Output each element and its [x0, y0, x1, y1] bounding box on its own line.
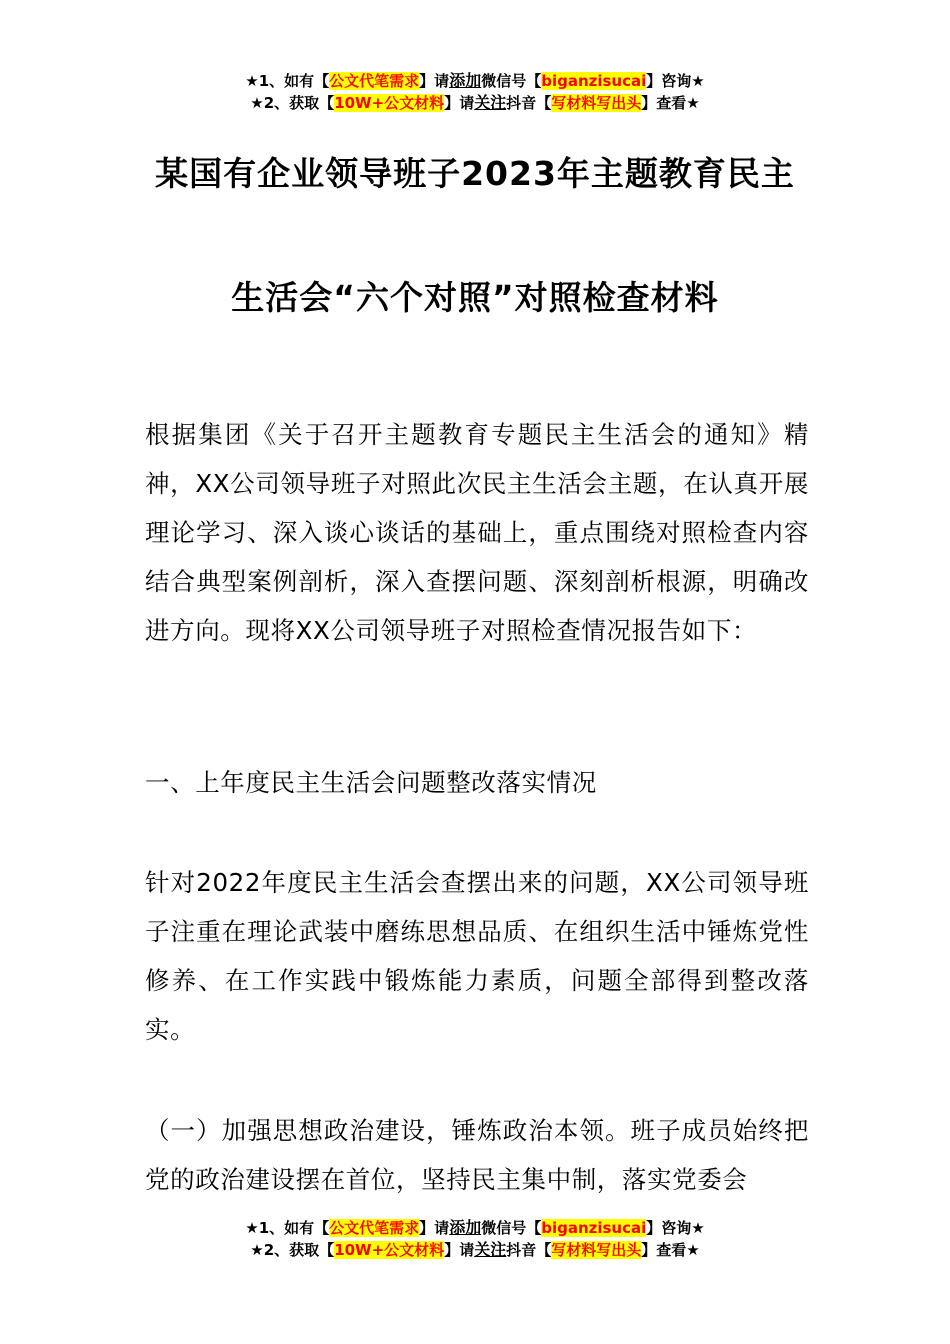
promo-text: 】咨询★: [646, 72, 705, 90]
promo-line-2: [0, 92, 950, 114]
promo-line-2: [0, 1239, 950, 1261]
promo-text: 】请: [444, 94, 475, 112]
promo-highlight: biganzisucai: [541, 1219, 647, 1237]
promo-text: ★1、如有【: [245, 1219, 330, 1237]
intro-paragraph: 根据集团《关于召开主题教育专题民主生活会的通知》精神，XX公司领导班子对照此次民主生活会主题，在认真开展理论学习、深入谈心谈话的基础上，重点围绕对照检查内容结合典型案例剖析，深入查摆问题、深刻剖析根源，明确改进方向。现将XX公司领导班子对照检查情况报告如下：: [145, 420, 809, 645]
promo-highlight: biganzisucai: [541, 72, 647, 90]
promo-text: 】查看★: [641, 94, 700, 112]
promo-highlight: 10W+公文材料: [334, 1241, 445, 1259]
promo-text: 】咨询★: [646, 1219, 705, 1237]
document-title-line-2: 生活会“六个对照”对照检查材料: [231, 278, 719, 317]
promo-underlined: 关注: [474, 93, 507, 112]
promo-text: 微信号【: [481, 1219, 542, 1237]
promo-highlight: 公文代笔需求: [329, 1219, 420, 1237]
promo-highlight: 写材料写出头: [551, 94, 642, 112]
promo-underlined: 添加: [449, 71, 482, 90]
promo-text: 】查看★: [641, 1241, 700, 1259]
promo-text: ★1、如有【: [245, 72, 330, 90]
top-promo-banner: [0, 70, 950, 114]
promo-highlight: 公文代笔需求: [329, 72, 420, 90]
promo-underlined: 添加: [449, 1218, 482, 1237]
promo-text: 抖音【: [506, 1241, 552, 1259]
promo-line-1: [0, 70, 950, 92]
promo-underlined: 关注: [474, 1240, 507, 1259]
bottom-promo-banner: [0, 1217, 950, 1261]
promo-text: 微信号【: [481, 72, 542, 90]
promo-text: ★2、获取【: [250, 94, 335, 112]
promo-text: 抖音【: [506, 94, 552, 112]
section-heading: 一、上年度民主生活会问题整改落实情况: [145, 768, 597, 797]
document-title-line-1: 某国有企业领导班子2023年主题教育民主: [155, 154, 795, 193]
promo-text: 】请: [419, 72, 450, 90]
body-paragraph: （一）加强思想政治建设，锤炼政治本领。班子成员始终把党的政治建设摆在首位，坚持民主集中制，落实党委会: [145, 1116, 809, 1194]
promo-highlight: 写材料写出头: [551, 1241, 642, 1259]
promo-highlight: 10W+公文材料: [334, 94, 445, 112]
promo-text: ★2、获取【: [250, 1241, 335, 1259]
promo-text: 】请: [444, 1241, 475, 1259]
promo-line-1: [0, 1217, 950, 1239]
body-paragraph: 针对2022年度民主生活会查摆出来的问题，XX公司领导班子注重在理论武装中磨练思想品质、在组织生活中锤炼党性修养、在工作实践中锻炼能力素质，问题全部得到整改落实。: [145, 868, 809, 1044]
promo-text: 】请: [419, 1219, 450, 1237]
